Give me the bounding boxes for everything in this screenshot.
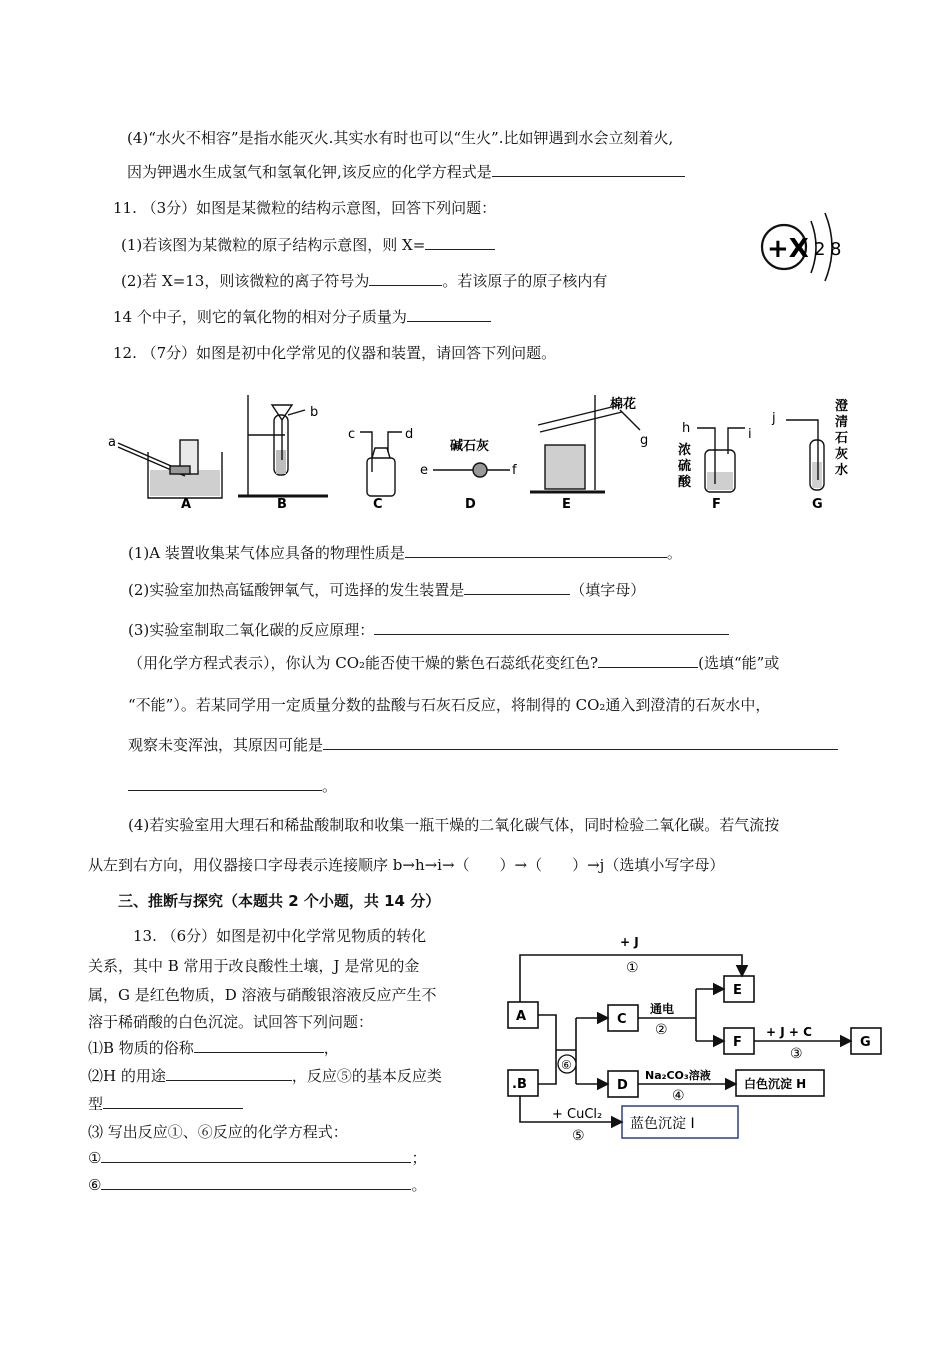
port-d-label: d [405, 427, 414, 442]
node-b-label: .B [512, 1077, 527, 1092]
reaction-6-label: ⑥ [561, 1058, 572, 1072]
q13-question2b: 型 [88, 1094, 243, 1114]
electrolysis-label: 通电 [650, 1002, 675, 1016]
port-e-label: e [420, 463, 428, 478]
limewater-label-2: 清 [835, 415, 849, 430]
node-i-label: 蓝色沉淀 I [630, 1116, 695, 1132]
conversion-diagram [500, 930, 895, 1145]
q13-line4: 溶于稀硝酸的白色沉淀。试回答下列问题： [88, 1013, 374, 1031]
q13-line2: 关系，其中 B 常用于改良酸性土壤，J 是常见的金 [88, 957, 420, 975]
q13-answer1: ① ； [88, 1149, 427, 1167]
q12-part2: (2)实验室加热高锰酸钾氧气，可选择的发生装置是 （填字母） [128, 581, 646, 599]
q13-line1: 13. （6分）如图是初中化学常见物质的转化 [133, 927, 427, 945]
answer-blank[interactable] [103, 1094, 243, 1109]
reaction-3-label: ③ [790, 1046, 803, 1062]
q12-part4a: (4)若实验室用大理石和稀盐酸制取和收集一瓶干燥的二氧化碳气体，同时检验二氧化碳。若气流按 [128, 816, 780, 834]
q10-4-line2: 因为钾遇水生成氢气和氢氧化钾,该反应的化学方程式是 [127, 162, 685, 182]
limewater-label-3: 石 [835, 431, 849, 446]
conc-acid-label-3: 酸 [678, 475, 692, 490]
node-d-label: D [617, 1078, 628, 1093]
node-e-label: E [733, 983, 742, 998]
q10-4-line1: (4)“水火不相容”是指水能灭火.其实水有时也可以“生火”.比如钾遇到水会立刻着火, [127, 129, 674, 147]
answer-blank[interactable] [101, 1148, 411, 1163]
answer-blank[interactable] [323, 735, 838, 750]
q12-part3b: （用化学方程式表示），你认为 CO₂能否使干燥的紫色石蕊纸花变红色? (选填“能”或 [128, 654, 780, 672]
shell2-electrons: 8 [830, 239, 842, 260]
apparatus-f-label: F [712, 497, 721, 512]
port-h-label: h [682, 421, 691, 436]
apparatus-a-label: A [181, 497, 192, 512]
cotton-label: 棉花 [610, 397, 637, 412]
node-h-label: 白色沉淀 H [744, 1077, 807, 1091]
reaction-5-label: ⑤ [572, 1128, 585, 1144]
node-g-label: G [860, 1035, 871, 1050]
node-f-label: F [733, 1035, 742, 1050]
q13-question3: ⑶ 写出反应①、⑥反应的化学方程式： [88, 1123, 348, 1141]
apparatus-b-label: B [277, 497, 287, 512]
apparatus-c [360, 432, 402, 496]
port-b-label: b [310, 405, 319, 420]
apparatus-c-label: C [373, 497, 383, 512]
answer-blank[interactable] [101, 1175, 411, 1190]
reaction-4-label: ④ [672, 1088, 685, 1104]
port-i-label: i [748, 427, 752, 442]
port-g-label: g [640, 433, 649, 448]
nucleus-label: +X [767, 234, 809, 264]
answer-blank[interactable] [194, 1038, 324, 1053]
q12-part3: (3)实验室制取二氧化碳的反应原理： [128, 620, 729, 640]
answer-blank[interactable] [166, 1066, 292, 1081]
reaction-2-label: ② [655, 1022, 668, 1038]
port-f-label: f [512, 463, 517, 478]
apparatus-g-label: G [812, 497, 823, 512]
q12-part3d: 观察未变浑浊，其原因可能是 [128, 735, 838, 755]
answer-blank[interactable] [464, 580, 570, 595]
reaction-1-label: ① [626, 960, 639, 976]
section-title: 三、推断与探究（本题共 2 个小题，共 14 分） [118, 892, 441, 910]
port-a-label: a [108, 435, 116, 450]
q12-part4b: 从左到右方向，用仪器接口字母表示连接顺序 b→h→i→（ ）→（ ）→j（选填小写字母） [88, 856, 725, 874]
port-c-label: c [348, 427, 356, 442]
node-a-label: A [516, 1009, 527, 1024]
q12-part3e: 。 [128, 776, 337, 796]
limewater-label-1: 澄 [835, 399, 849, 414]
q13-question1: ⑴B 物质的俗称 ， [88, 1039, 339, 1057]
answer-blank[interactable] [598, 653, 698, 668]
q13-question2: ⑵H 的用途 ，反应⑤的基本反应类 [88, 1067, 442, 1085]
na2co3-label: Na₂CO₃溶液 [645, 1069, 711, 1082]
limewater-label-5: 水 [835, 463, 849, 478]
q12-stem: 12. （7分）如图是初中化学常见的仪器和装置，请回答下列问题。 [113, 344, 557, 362]
answer-blank[interactable] [128, 776, 322, 791]
q12-part1: (1)A 装置收集某气体应具备的物理性质是 。 [128, 544, 682, 562]
q12-part3c: “不能”）。若某同学用一定质量分数的盐酸与石灰石反应，将制得的 CO₂通入到澄清的石灰水中， [128, 696, 771, 714]
answer-blank[interactable] [374, 620, 729, 635]
answer-blank[interactable] [369, 271, 442, 286]
cucl2-label: + CuCl₂ [552, 1107, 603, 1122]
conc-acid-label-1: 浓 [678, 443, 692, 458]
soda-lime-label: 碱石灰 [450, 439, 490, 454]
q13-answer6: ⑥ 。 [88, 1176, 427, 1194]
apparatus-f [697, 428, 745, 492]
apparatus-d [433, 463, 510, 477]
answer-blank[interactable] [405, 543, 667, 558]
q11-part2: (2)若 X=13，则该微粒的离子符号为 。若该原子的原子核内有 [121, 272, 608, 290]
apparatus-g [786, 420, 824, 490]
limewater-label-4: 灰 [835, 447, 849, 462]
answer-blank[interactable] [425, 235, 495, 250]
answer-blank[interactable] [492, 162, 685, 177]
edge-plus-j-c-label: + J + C [766, 1025, 812, 1039]
port-j-label: j [772, 411, 776, 426]
answer-blank[interactable] [407, 307, 491, 322]
apparatus-figure [100, 380, 860, 515]
apparatus-e-label: E [562, 497, 571, 512]
atom-structure-diagram [755, 205, 855, 295]
q11-part2c: 14 个中子，则它的氧化物的相对分子质量为 [113, 307, 491, 327]
apparatus-d-label: D [465, 497, 476, 512]
q13-line3: 属，G 是红色物质，D 溶液与硝酸银溶液反应产生不 [88, 986, 437, 1004]
node-c-label: C [617, 1012, 627, 1027]
q11-stem: 11. （3分）如图是某微粒的结构示意图，回答下列问题： [113, 199, 497, 217]
conc-acid-label-2: 硫 [678, 459, 692, 474]
edge-plus-j-label: + J [620, 935, 639, 949]
shell1-electrons: 2 [814, 239, 826, 260]
q11-part1: (1)若该图为某微粒的原子结构示意图，则 X= [121, 235, 495, 255]
apparatus-a [118, 440, 222, 498]
